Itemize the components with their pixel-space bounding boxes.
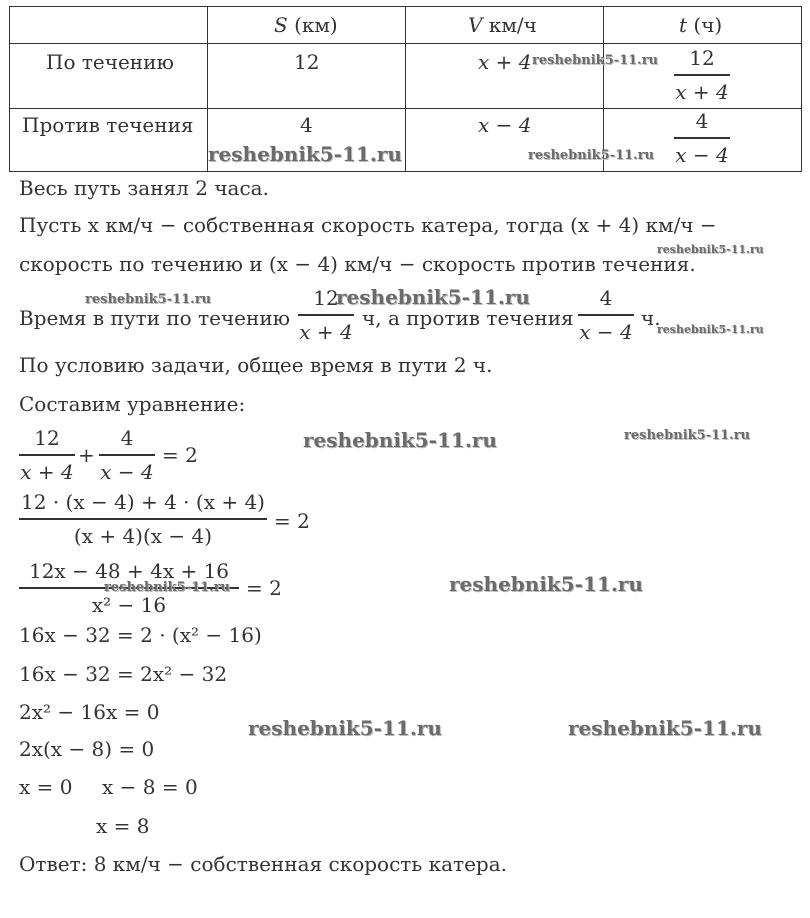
eq1-rhs: = 2 — [162, 443, 198, 467]
data-table — [9, 6, 802, 172]
row-v-downstream: x + 4 — [478, 50, 532, 74]
watermark: reshebnik5-11.ru — [532, 53, 659, 68]
watermark: reshebnik5-11.ru — [85, 292, 212, 307]
row-s-downstream: 12 — [294, 50, 320, 74]
row-t-upstream: 4 x − 4 — [675, 109, 729, 167]
condition-text: По условию задачи, общее время в пути 2 ч. — [19, 353, 493, 377]
row-t-downstream: 12 x + 4 — [675, 46, 729, 104]
header-s: S (км) — [208, 7, 406, 44]
time-text-b: ч, а против течения — [362, 306, 574, 330]
watermark: reshebnik5-11.ru — [528, 148, 655, 163]
watermark: reshebnik5-11.ru — [336, 285, 530, 309]
eq8b: x − 8 = 0 — [102, 775, 198, 799]
eq9: x = 8 — [96, 814, 150, 838]
eq1-fraction-1: 12 x + 4 — [20, 426, 74, 484]
time-text-a: Время в пути по течению — [19, 306, 291, 330]
answer-text: Ответ: 8 км/ч − собственная скорость катера. — [19, 852, 507, 876]
eq8a: x = 0 — [19, 775, 73, 799]
time-text-c: ч. — [641, 306, 661, 330]
table-row — [10, 109, 802, 172]
eq3-fraction: 12x − 48 + 4x + 16 x² − 16 — [19, 557, 239, 619]
let-line-2: скорость по течению и (x − 4) км/ч − скорость против течения. — [19, 252, 696, 276]
watermark: reshebnik5-11.ru — [624, 428, 751, 443]
eq6: 2x² − 16x = 0 — [19, 700, 160, 724]
eq1-fraction-2: 4 x − 4 — [100, 426, 154, 484]
watermark: reshebnik5-11.ru — [248, 716, 442, 740]
watermark: reshebnik5-11.ru — [657, 323, 764, 336]
compose-text: Составим уравнение: — [19, 392, 246, 416]
row-label-upstream: Против течения — [22, 113, 194, 137]
eq3-rhs: = 2 — [246, 576, 282, 600]
watermark: reshebnik5-11.ru — [104, 580, 231, 595]
time-fraction-upstream: 4 x − 4 — [579, 286, 633, 344]
eq4: 16x − 32 = 2 · (x² − 16) — [19, 623, 262, 647]
row-v-upstream: x − 4 — [478, 113, 532, 137]
total-time-text: Весь путь занял 2 часа. — [19, 176, 269, 200]
let-line-1: Пусть x км/ч − собственная скорость катера, тогда (x + 4) км/ч − — [19, 213, 717, 237]
time-fraction-downstream: 12 x + 4 — [299, 286, 353, 344]
watermark: reshebnik5-11.ru — [208, 142, 402, 166]
header-t: t (ч) — [604, 7, 802, 44]
row-s-upstream: 4 — [300, 113, 313, 137]
table-row — [10, 44, 802, 109]
eq5: 16x − 32 = 2x² − 32 — [19, 662, 228, 686]
eq1-plus: + — [78, 443, 95, 467]
header-v: V км/ч — [406, 7, 604, 44]
eq7: 2x(x − 8) = 0 — [19, 737, 155, 761]
watermark: reshebnik5-11.ru — [303, 428, 497, 452]
table-header-row — [10, 7, 802, 44]
header-empty-cell — [10, 7, 208, 44]
watermark: reshebnik5-11.ru — [449, 572, 643, 596]
row-label-downstream: По течению — [46, 50, 174, 74]
eq2-fraction: 12 · (x − 4) + 4 · (x + 4) (x + 4)(x − 4) — [19, 488, 267, 550]
watermark: reshebnik5-11.ru — [657, 243, 764, 256]
watermark: reshebnik5-11.ru — [568, 716, 762, 740]
eq2-rhs: = 2 — [274, 509, 310, 533]
